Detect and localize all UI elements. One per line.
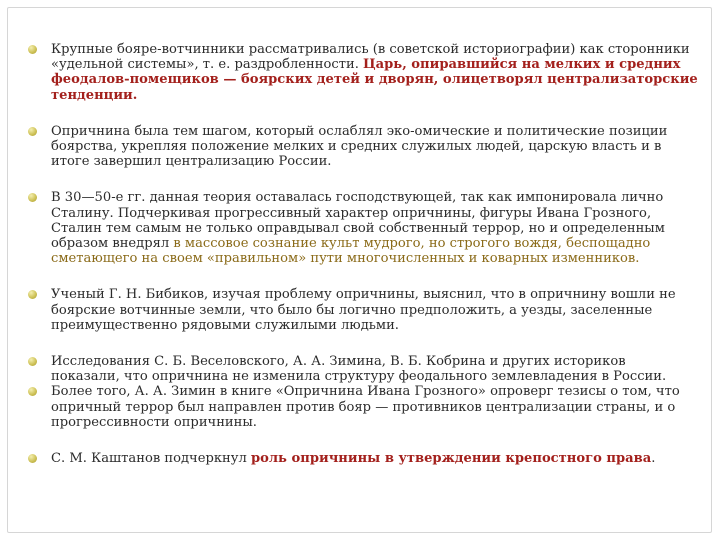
item-text-end: . [651,451,656,467]
item-highlight: роль опричнины в утверждении крепостного права [250,451,652,467]
item-text: Крупные бояре-вотчинники рассматривались (в советской историографии) как сторонники «удельной системы», т. е. раздробленности. [51,42,690,73]
item-highlight: Царь, опиравшийся на мелких и средних феодалов-помещиков — боярских детей и дворян, олицетворял централизаторские тенденции. [51,57,698,103]
bullet-icon [28,45,37,54]
item-text: С. М. Каштанов подчеркнул [51,451,251,467]
item-text: Исследования С. Б. Веселовского, А. А. Зимина, В. Б. Кобрина и других историков показали, что опричнина не изменила структуру феодального землевладения в России. [51,354,667,385]
list-item [26,354,698,384]
list-item [26,287,698,333]
bullet-icon [28,290,37,299]
item-highlight: в массовое сознание культ мудрого, но строгого вождя, беспощадно сметающего на своем «правильном» пути многочисленных и коварных изменников. [51,236,651,267]
list-item [26,384,698,430]
item-text: Ученый Г. Н. Бибиков, изучая проблему опричнины, выяснил, что в опричнину вошли не боярские вотчинные земли, что было бы логично предположить, а уезды, заселенные преимущественно рядовыми служилыми людьми. [51,287,676,333]
bullet-list [26,42,698,466]
bullet-icon [28,193,37,202]
bullet-icon [28,454,37,463]
item-text: Более того, А. А. Зимин в книге «Опричнина Ивана Грозного» опроверг тезисы о том, что опричный террор был направлен против бояр — противников централизации страны, и о прогрессивности опричнины. [51,384,680,430]
bullet-icon [28,387,37,396]
list-item [26,190,698,266]
list-item [26,42,698,103]
list-item [26,124,698,170]
item-text: Опричнина была тем шагом, который ослаблял эко-омические и политические позиции боярства, укрепляя положение мелких и средних служилых людей, царскую власть и в итоге завершил централизацию России. [51,123,668,170]
bullet-icon [28,127,37,136]
item-text: В 30—50-е гг. данная теория оставалась господствующей, так как импонировала лично Сталину. Подчеркивая прогрессивный характер опричнины, фигуры Ивана Грозного, Сталин тем самым не только оправдывал свой собственный террор, но и определенным образом внедрял [51,190,665,252]
list-item [26,451,698,466]
bullet-icon [28,357,37,366]
